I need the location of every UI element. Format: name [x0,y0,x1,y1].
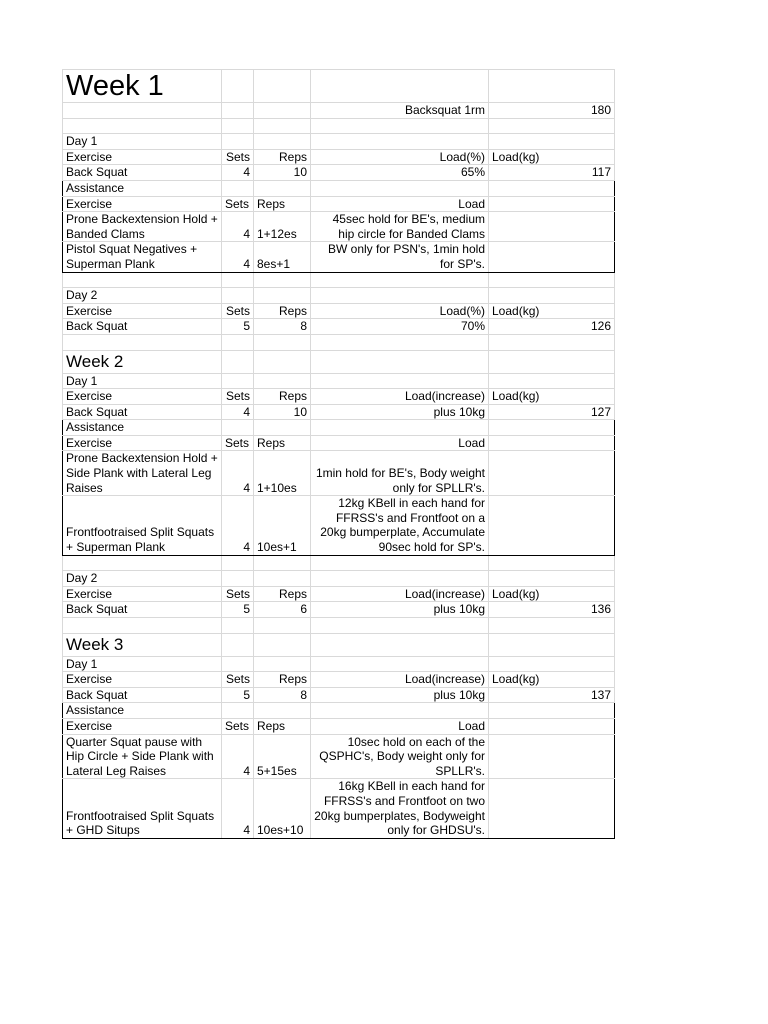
header-reps[interactable]: Reps [254,435,311,451]
empty-row [63,618,615,634]
load-kg-cell[interactable]: 136 [489,602,615,618]
main-lift-row [63,319,615,335]
sets-cell[interactable]: 4 [222,779,254,838]
day-label[interactable]: Day 1 [63,373,222,389]
header-load[interactable]: Load(increase) [311,389,489,405]
header-load-kg[interactable]: Load(kg) [489,586,615,602]
column-header-row [63,149,615,165]
header-reps[interactable]: Reps [254,303,311,319]
reps-cell[interactable]: 10es+1 [254,496,311,555]
load-kg-cell[interactable]: 126 [489,319,615,335]
exercise-cell[interactable]: Back Squat [63,165,222,181]
week-title[interactable]: Week 3 [63,633,222,656]
reps-cell[interactable]: 6 [254,602,311,618]
header-exercise[interactable]: Exercise [63,718,222,734]
one-rep-max-label[interactable]: Backsquat 1rm [311,103,489,119]
sets-cell[interactable]: 5 [222,602,254,618]
load-cell[interactable]: 65% [311,165,489,181]
load-cell[interactable]: 12kg KBell in each hand for FFRSS's and Frontfoot on a 20kg bumperplate, Accumulate 90sec hold for SP's. [311,496,489,555]
reps-cell[interactable]: 5+15es [254,734,311,779]
one-rep-max-value[interactable]: 180 [489,103,615,119]
header-load-kg[interactable]: Load(kg) [489,149,615,165]
main-lift-row [63,687,615,703]
load-cell[interactable]: BW only for PSN's, 1min hold for SP's. [311,242,489,272]
exercise-cell[interactable]: Frontfootraised Split Squats + GHD Situps [63,779,222,838]
load-kg-cell[interactable]: 137 [489,687,615,703]
assistance-label-row [63,180,615,196]
header-reps[interactable]: Reps [254,196,311,212]
assistance-row [63,242,615,272]
empty-row [63,334,615,350]
day-row [63,373,615,389]
load-kg-cell[interactable]: 117 [489,165,615,181]
sets-cell[interactable]: 4 [222,734,254,779]
assistance-label[interactable]: Assistance [63,420,222,436]
load-cell[interactable]: 1min hold for BE's, Body weight only for SPLLR's. [311,451,489,496]
header-sets[interactable]: Sets [222,389,254,405]
assistance-row [63,779,615,838]
exercise-cell[interactable]: Pistol Squat Negatives + Superman Plank [63,242,222,272]
header-exercise[interactable]: Exercise [63,435,222,451]
load-cell[interactable]: plus 10kg [311,602,489,618]
header-load-kg[interactable]: Load(kg) [489,672,615,688]
header-sets[interactable]: Sets [222,435,254,451]
week-title-row [63,633,615,656]
day-row [63,656,615,672]
header-sets[interactable]: Sets [222,586,254,602]
reps-cell[interactable]: 10 [254,165,311,181]
assistance-label[interactable]: Assistance [63,180,222,196]
header-reps[interactable]: Reps [254,718,311,734]
assistance-row [63,212,615,242]
load-kg-cell[interactable]: 127 [489,404,615,420]
assistance-header-row [63,435,615,451]
exercise-cell[interactable]: Back Squat [63,602,222,618]
assistance-header-row [63,718,615,734]
sets-cell[interactable]: 4 [222,404,254,420]
reps-cell[interactable]: 8 [254,687,311,703]
reps-cell[interactable]: 10es+10 [254,779,311,838]
assistance-row [63,734,615,779]
assistance-row [63,496,615,555]
week-title[interactable]: Week 2 [63,350,222,373]
empty-row [63,272,615,288]
header-sets[interactable]: Sets [222,303,254,319]
main-lift-row [63,404,615,420]
load-cell[interactable]: 16kg KBell in each hand for FFRSS's and Frontfoot on two 20kg bumperplates, Bodyweight only for GHDSU's. [311,779,489,838]
header-exercise[interactable]: Exercise [63,672,222,688]
main-lift-row [63,602,615,618]
main-lift-row [63,165,615,181]
column-header-row [63,586,615,602]
header-load[interactable]: Load(%) [311,303,489,319]
reps-cell[interactable]: 1+10es [254,451,311,496]
column-header-row [63,389,615,405]
sets-cell[interactable]: 4 [222,451,254,496]
reps-cell[interactable]: 10 [254,404,311,420]
sets-cell[interactable]: 5 [222,687,254,703]
header-load-kg[interactable]: Load(kg) [489,389,615,405]
header-load[interactable]: Load [311,196,489,212]
empty-row [63,555,615,571]
header-exercise[interactable]: Exercise [63,303,222,319]
one-rep-max-row [63,103,615,119]
day-row [63,288,615,304]
header-load[interactable]: Load(increase) [311,586,489,602]
header-sets[interactable]: Sets [222,149,254,165]
day-label[interactable]: Day 1 [63,134,222,150]
assistance-label-row [63,703,615,719]
load-cell[interactable]: plus 10kg [311,404,489,420]
exercise-cell[interactable]: Quarter Squat pause with Hip Circle + Side Plank with Lateral Leg Raises [63,734,222,779]
assistance-header-row [63,196,615,212]
sets-cell[interactable]: 5 [222,319,254,335]
header-sets[interactable]: Sets [222,718,254,734]
column-header-row [63,672,615,688]
exercise-cell[interactable]: Back Squat [63,687,222,703]
week-title-row [63,350,615,373]
header-exercise[interactable]: Exercise [63,389,222,405]
load-cell[interactable]: plus 10kg [311,687,489,703]
sets-cell[interactable]: 4 [222,212,254,242]
header-exercise[interactable]: Exercise [63,149,222,165]
header-sets[interactable]: Sets [222,672,254,688]
assistance-label[interactable]: Assistance [63,703,222,719]
day-label[interactable]: Day 2 [63,288,222,304]
header-load[interactable]: Load [311,435,489,451]
exercise-cell[interactable]: Prone Backextension Hold + Side Plank with Lateral Leg Raises [63,451,222,496]
week-title-row [63,70,615,103]
header-exercise[interactable]: Exercise [63,586,222,602]
header-load[interactable]: Load(%) [311,149,489,165]
load-cell[interactable]: 45sec hold for BE's, medium hip circle for Banded Clams [311,212,489,242]
load-cell[interactable]: 10sec hold on each of the QSPHC's, Body weight only for SPLLR's. [311,734,489,779]
assistance-label-row [63,420,615,436]
header-load[interactable]: Load(increase) [311,672,489,688]
header-exercise[interactable]: Exercise [63,196,222,212]
reps-cell[interactable]: 8es+1 [254,242,311,272]
workout-spreadsheet [62,69,615,839]
assistance-row [63,451,615,496]
day-label[interactable]: Day 1 [63,656,222,672]
header-reps[interactable]: Reps [254,586,311,602]
exercise-cell[interactable]: Back Squat [63,404,222,420]
day-row [63,134,615,150]
week-title[interactable]: Week 1 [63,70,222,103]
exercise-cell[interactable]: Prone Backextension Hold + Banded Clams [63,212,222,242]
column-header-row [63,303,615,319]
load-cell[interactable]: 70% [311,319,489,335]
empty-row [63,118,615,134]
sets-cell[interactable]: 4 [222,242,254,272]
header-load[interactable]: Load [311,718,489,734]
header-reps[interactable]: Reps [254,389,311,405]
sets-cell[interactable]: 4 [222,496,254,555]
sets-cell[interactable]: 4 [222,165,254,181]
exercise-cell[interactable]: Back Squat [63,319,222,335]
header-load-kg[interactable]: Load(kg) [489,303,615,319]
day-label[interactable]: Day 2 [63,571,222,587]
header-reps[interactable]: Reps [254,672,311,688]
day-row [63,571,615,587]
header-reps[interactable]: Reps [254,149,311,165]
exercise-cell[interactable]: Frontfootraised Split Squats + Superman Plank [63,496,222,555]
reps-cell[interactable]: 1+12es [254,212,311,242]
header-sets[interactable]: Sets [222,196,254,212]
reps-cell[interactable]: 8 [254,319,311,335]
